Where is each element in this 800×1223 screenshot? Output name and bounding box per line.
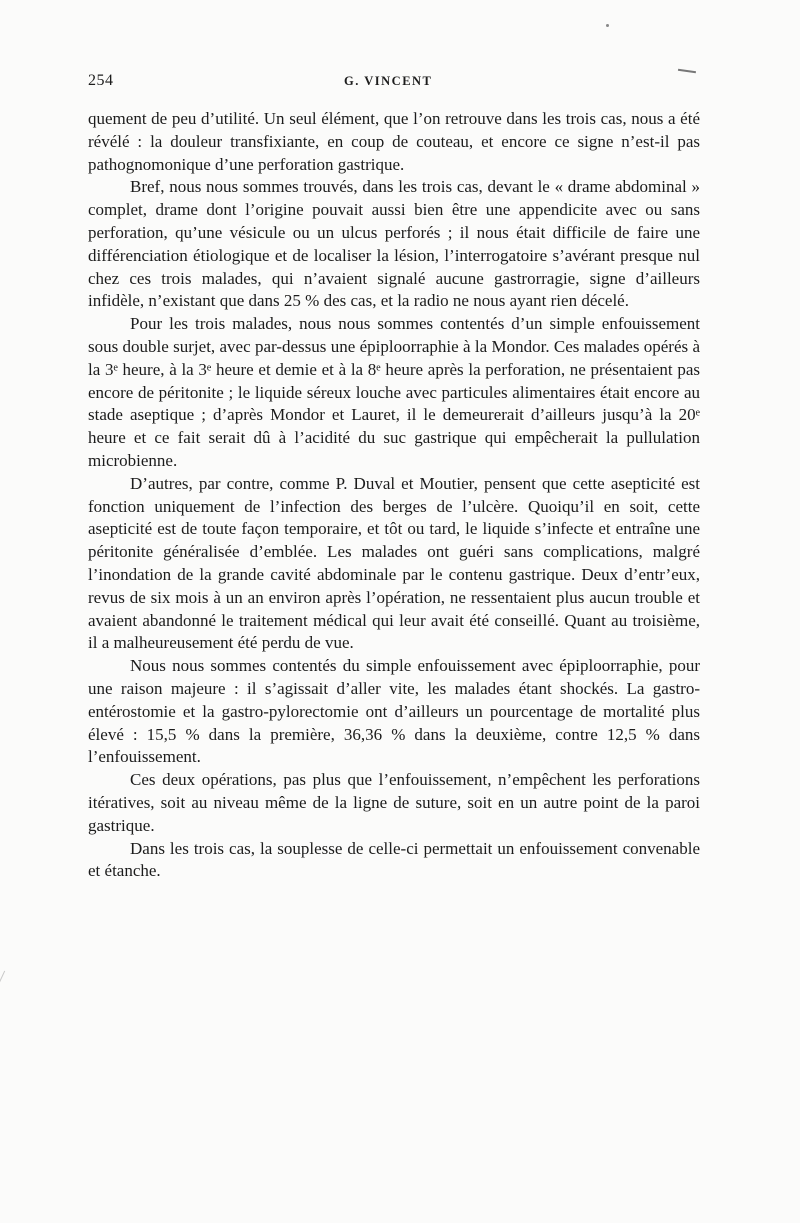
- page-number: 254: [88, 72, 114, 89]
- body-text: [88, 108, 700, 883]
- paragraph: Dans les trois cas, la souplesse de celle-ci permettait un enfouissement convenable et étanche.: [88, 838, 700, 881]
- running-head: [88, 70, 700, 94]
- paragraph: D’autres, par contre, comme P. Duval et Moutier, pensent que cette asepticité est fonction uniquement de l’infection des berges de l’ulcère. Quoiqu’il en soit, cette asepticité est de toute façon temporaire, et tôt ou tard, le liquide s’infecte et entraîne une péritonite généralisée d’emblée. Les malades ont guéri sans complications, malgré l’inondation de la grande cavité abdominale par le contenu gastrique. Deux d’entr’eux, revus de six mois à un an environ après l’opération, ne ressentaient plus aucun trouble et avaient abandonné le traitement médical qui leur avait été conseillé. Quant au troisième, il a malheureusement été perdu de vue.: [88, 473, 700, 653]
- margin-dash-mark: [678, 69, 696, 73]
- paragraph: Ces deux opérations, pas plus que l’enfouissement, n’empêchent les perforations itératives, soit au niveau même de la ligne de suture, soit en un autre point de la paroi gastrique.: [88, 770, 700, 835]
- margin-scratch: [0, 971, 5, 990]
- paragraph: Nous nous sommes contentés du simple enfouissement avec épiploorraphie, pour une raison majeure : il s’agissait d’aller vite, les malades étant shockés. La gastro-entérostomie et la gastro-pylorectomie ont d’ailleurs un pourcentage de mortalité plus élevé : 15,5 % dans la première, 36,36 % dans la deuxième, contre 12,5 % dans l’enfouissement.: [88, 656, 700, 767]
- paragraph: Pour les trois malades, nous nous sommes contentés d’un simple enfouissement sous double surjet, avec par-dessus une épiploorraphie à la Mondor. Ces malades opérés à la 3ᵉ heure, à la 3ᵉ heure et demie et à la 8ᵉ heure après la perforation, ne présentaient pas encore de péritonite ; le liquide séreux louche avec particules alimentaires était encore au stade aseptique ; d’après Mondor et Lauret, il le demeurerait d’ailleurs jusqu’à la 20ᵉ heure et ce fait serait dû à l’acidité du suc gastrique qui empêcherait la pullulation microbienne.: [88, 314, 700, 470]
- book-page: [88, 70, 700, 883]
- paragraph: Bref, nous nous sommes trouvés, dans les trois cas, devant le « drame abdominal » complet, drame dont l’origine pouvait aussi bien être une appendicite avec ou sans perforation, qu’une vésicule ou un ulcus perforés ; il nous était difficile de faire une différenciation étiologique et de localiser la lésion, l’interrogatoire s’avérant presque nul chez ces trois malades, qui n’avaient signalé aucune gastrorragie, signe d’ailleurs infidèle, n’existant que dans 25 % des cas, et la radio ne nous ayant rien décelé.: [88, 177, 700, 311]
- running-title: G. VINCENT: [344, 74, 433, 88]
- print-speck: [606, 24, 609, 27]
- paragraph: quement de peu d’utilité. Un seul élément, que l’on retrouve dans les trois cas, nous a été révélé : la douleur transfixiante, en coup de couteau, et encore ce signe n’est-il pas pathognomonique d’une perforation gastrique.: [88, 109, 700, 174]
